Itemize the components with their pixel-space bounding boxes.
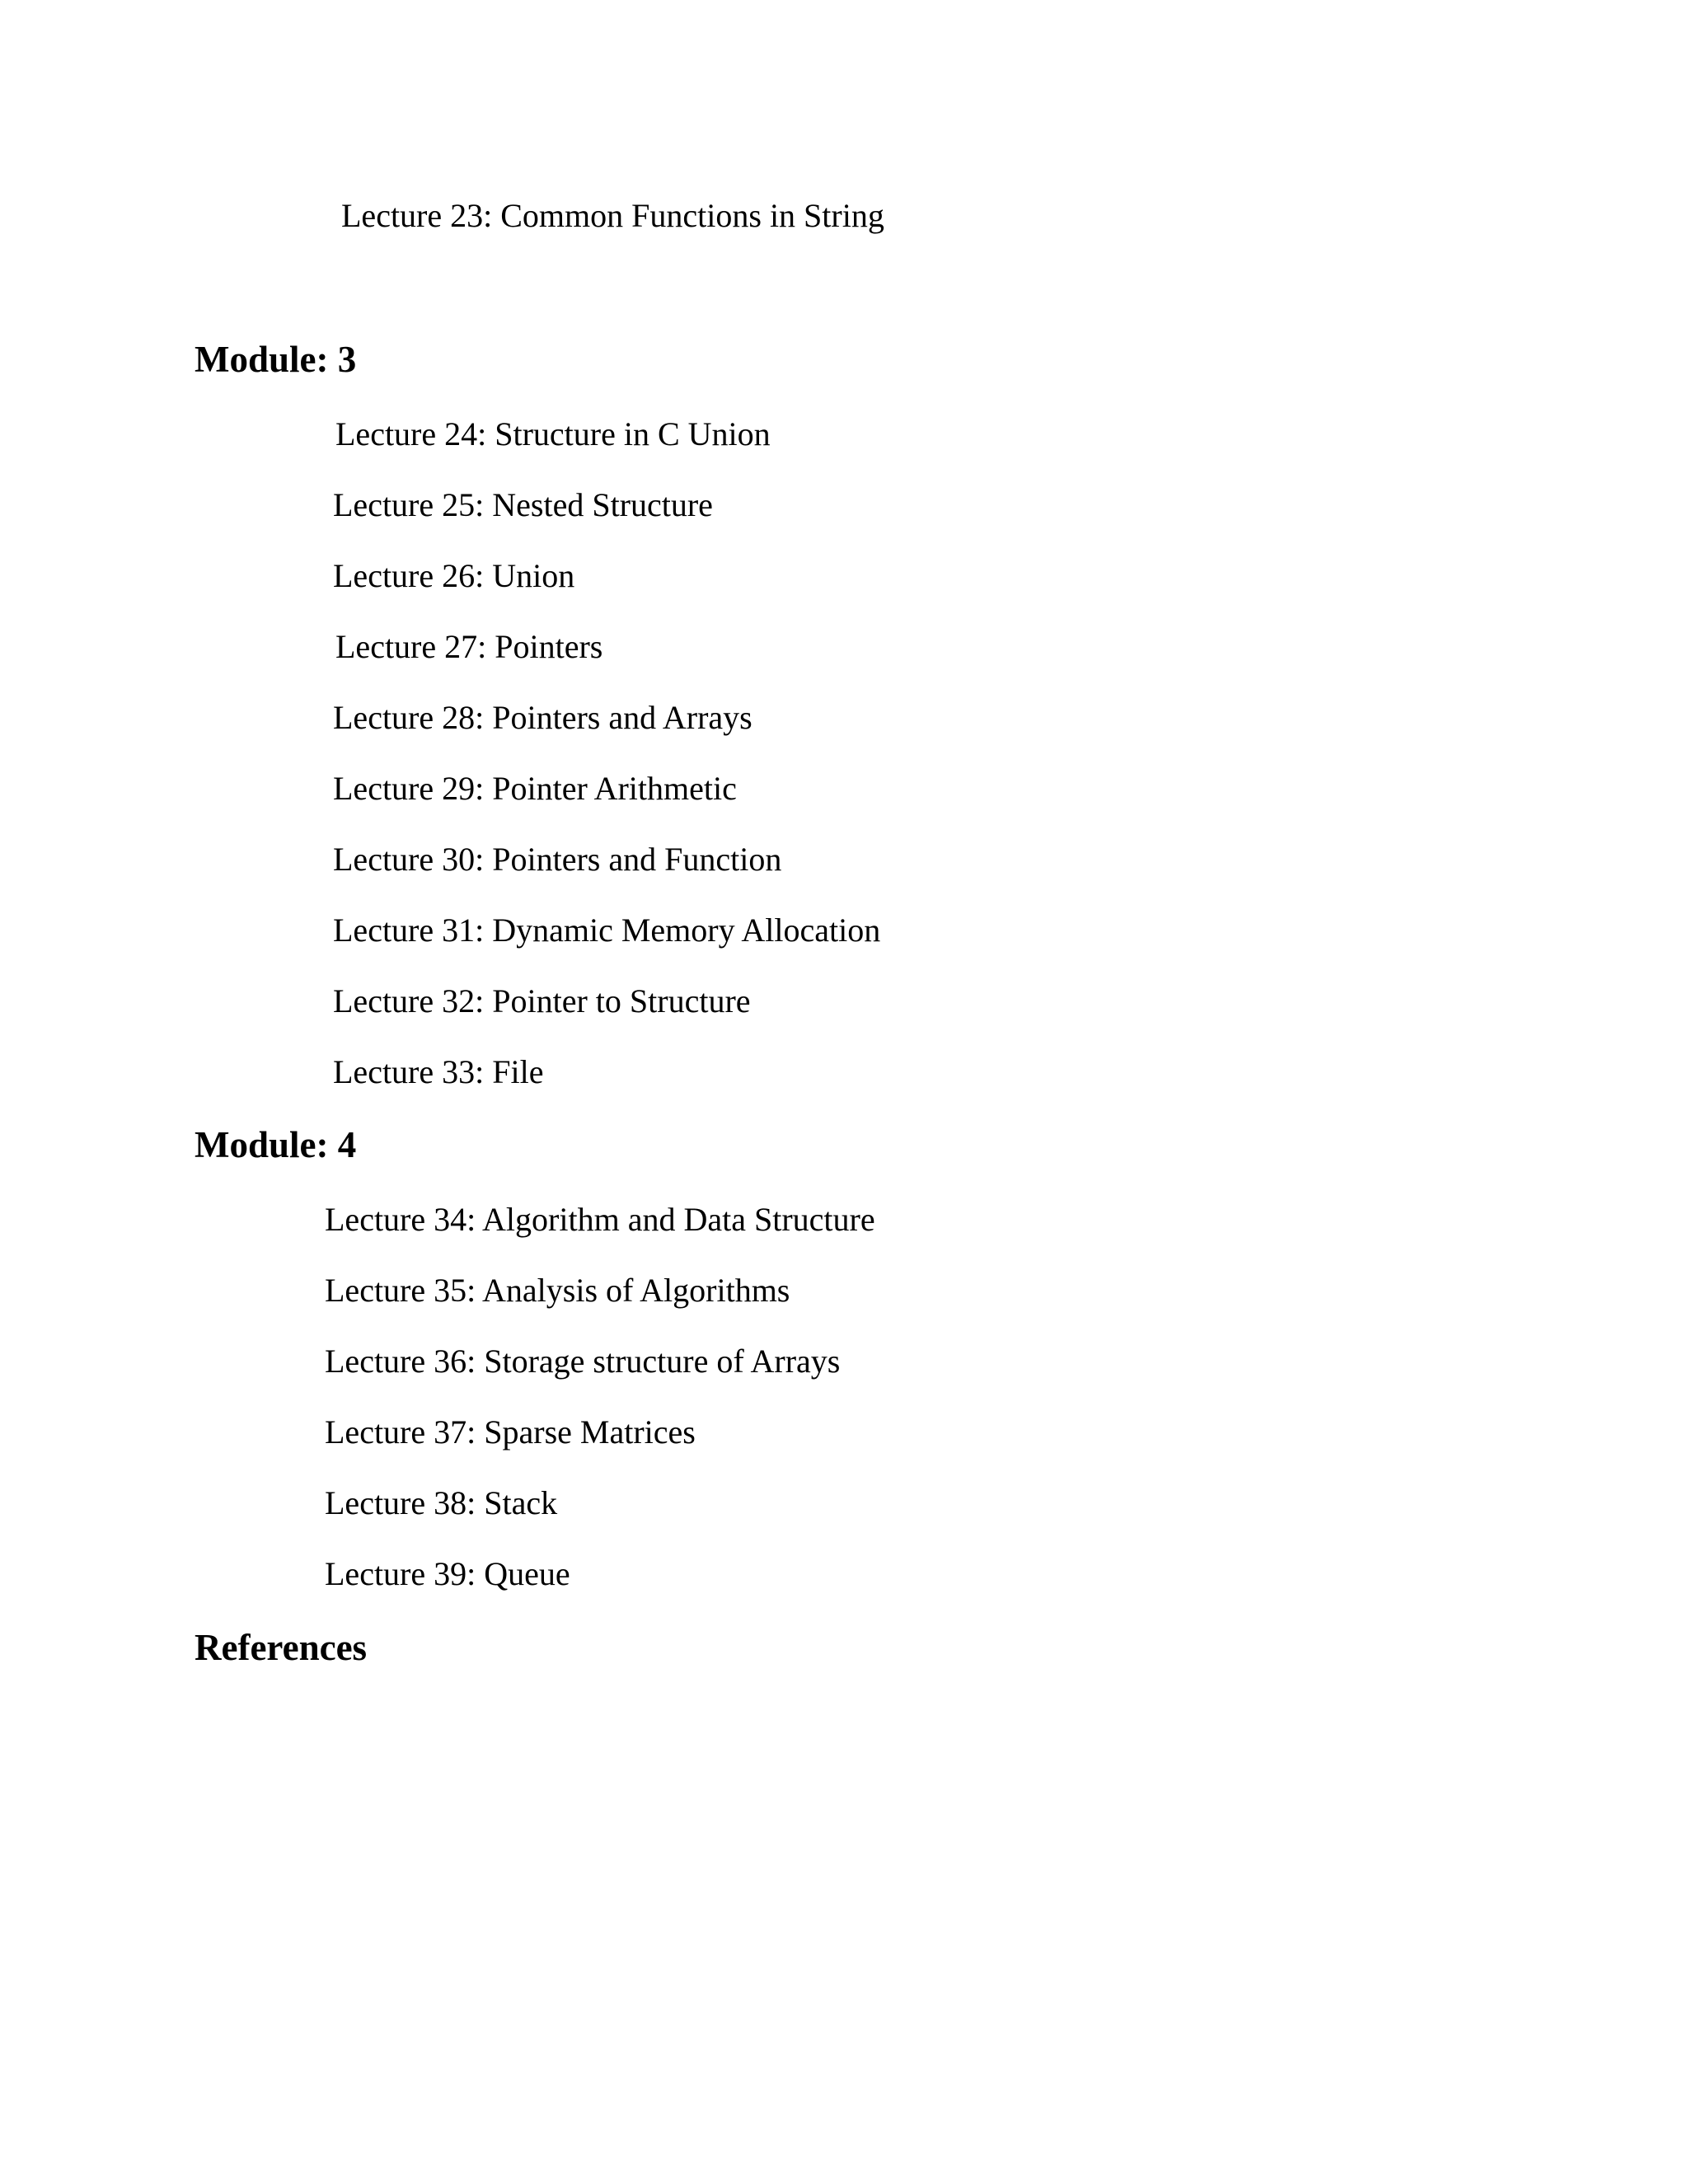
module-4-heading: Module: 4 <box>195 1124 357 1165</box>
lecture-32-entry: Lecture 32: Pointer to Structure <box>333 982 751 1019</box>
lecture-38-entry: Lecture 38: Stack <box>325 1484 558 1521</box>
lecture-35-entry: Lecture 35: Analysis of Algorithms <box>325 1272 790 1309</box>
lecture-36-entry: Lecture 36: Storage structure of Arrays <box>325 1343 841 1380</box>
module-3-heading: Module: 3 <box>195 339 357 380</box>
lecture-33-entry: Lecture 33: File <box>333 1053 544 1090</box>
lecture-25-entry: Lecture 25: Nested Structure <box>333 486 713 523</box>
lecture-26-entry: Lecture 26: Union <box>333 557 575 594</box>
lecture-37-entry: Lecture 37: Sparse Matrices <box>325 1413 696 1451</box>
references-heading: References <box>195 1627 368 1668</box>
lecture-30-entry: Lecture 30: Pointers and Function <box>333 841 782 878</box>
lecture-27-entry: Lecture 27: Pointers <box>335 628 603 665</box>
lecture-39-entry: Lecture 39: Queue <box>325 1555 570 1592</box>
lecture-28-entry: Lecture 28: Pointers and Arrays <box>333 699 753 736</box>
lecture-34-entry: Lecture 34: Algorithm and Data Structure <box>325 1201 875 1238</box>
lecture-31-entry: Lecture 31: Dynamic Memory Allocation <box>333 912 881 949</box>
lecture-23-entry: Lecture 23: Common Functions in String <box>341 197 884 234</box>
lecture-29-entry: Lecture 29: Pointer Arithmetic <box>333 770 737 807</box>
lecture-24-entry: Lecture 24: Structure in C Union <box>335 415 771 452</box>
